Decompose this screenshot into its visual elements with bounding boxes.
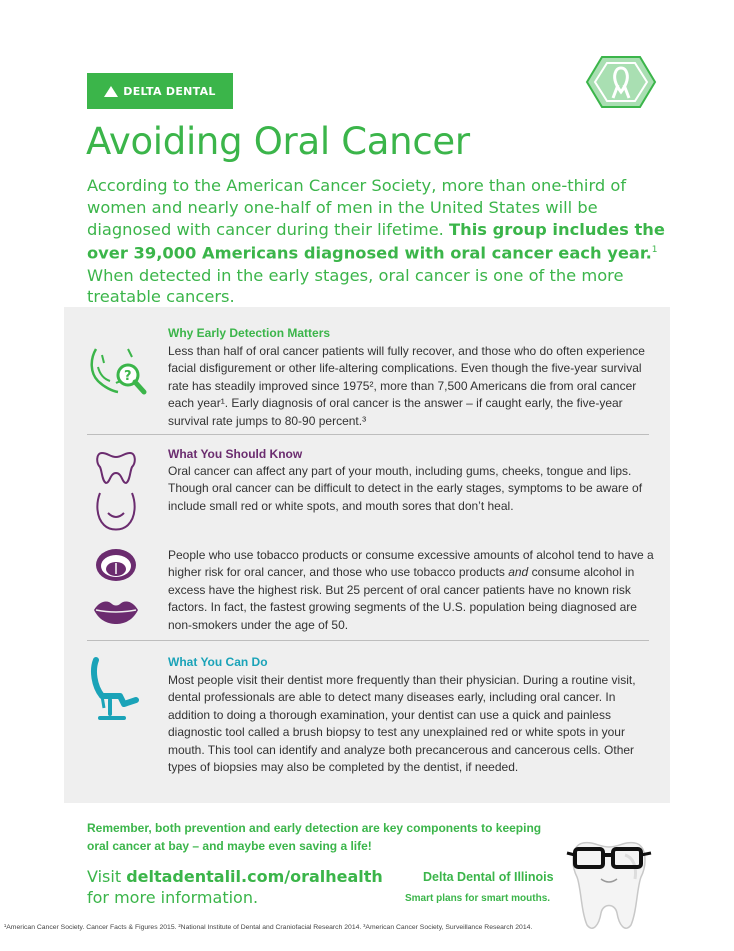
section-body-early-detection: Less than half of oral cancer patients will fully recover, and those who do often experience facial disfigurement or other life-altering complications. Even though the five-year survival rate has steadily improved since 1975², more than 7,500 Americans die from oral cancer each year¹. Early diagnosis of oral cancer is the answer – if caught early, the five-year survival rate jumps to 80-90 percent.³ — [168, 344, 645, 428]
organization-name: Delta Dental of Illinois — [423, 870, 554, 884]
tagline: Smart plans for smart mouths. — [405, 893, 551, 904]
visit-suffix: for more information. — [87, 888, 259, 907]
tooth-mascot-icon — [565, 835, 653, 935]
risk-text-b: consume alcohol in excess have the highest risk. But 25 percent of oral cancer patients have no known risk factors. In fact, the fastest growing segments of the U.S. population being diagnosed are non-smokers under the age of 50. — [168, 565, 637, 632]
dental-chair-icon — [90, 656, 150, 722]
delta-dental-logo — [87, 73, 233, 109]
section-title-early-detection: Why Early Detection Matters — [168, 326, 331, 340]
section-title-can-do: What You Can Do — [168, 655, 268, 669]
section-divider — [87, 640, 649, 641]
awareness-ribbon-icon — [582, 52, 660, 112]
section-body-can-do: Most people visit their dentist more frequently than their physician. During a routine visit, dental professionals are able to detect many diseases early, including oral cancer. In addition to doing a thorough examination, your dentist can use a quick and painless diagnostic tool called a brush biopsy to test any unexplained red or white spots in your mouth. This tool can identify and analyze both precancerous and cancerous cells. Other types of biopsies may also be completed by the dentist, if needed. — [168, 673, 636, 775]
intro-text-1: According to the American Cancer Society, more than one-third of women and nearly one-half of men in the United States will be diagnosed with cancer during their lifetime. — [87, 176, 627, 239]
intro-bold: This group includes the over 39,000 Americans diagnosed with oral cancer each year. — [87, 219, 665, 263]
tooth-icon — [94, 449, 138, 487]
section-body-should-know-2 — [168, 547, 654, 634]
risk-text-a: People who use tobacco products or consume excessive amounts of alcohol tend to have a higher risk for oral cancer, and those who use tobacco products — [168, 548, 654, 580]
intro-paragraph — [87, 175, 667, 308]
website-link[interactable]: deltadentalil.com/oralhealth — [126, 867, 383, 886]
visit-website — [87, 866, 383, 908]
page-title: Avoiding Oral Cancer — [86, 120, 470, 163]
section-divider — [87, 434, 649, 435]
remember-callout: Remember, both prevention and early detection are key components to keeping oral cancer at bay – and maybe even saving a life! — [87, 821, 542, 853]
delta-triangle-icon — [104, 86, 118, 97]
svg-text:?: ? — [124, 369, 132, 384]
smiling-face-icon — [94, 489, 138, 533]
intro-text-2: When detected in the early stages, oral cancer is one of the more treatable cancers. — [87, 265, 624, 307]
section-title-should-know: What You Should Know — [168, 447, 303, 461]
risk-text-em: and — [508, 565, 529, 580]
visit-prefix: Visit — [87, 867, 127, 886]
open-mouth-icon — [94, 545, 138, 585]
intro-footnote-mark: 1 — [651, 245, 658, 256]
lips-icon — [92, 596, 140, 626]
face-magnifier-icon — [88, 345, 160, 405]
footnotes: ¹American Cancer Society. Cancer Facts & Figures 2015. ²National Institute of Dental and Craniofacial Research 2014. ³American Cancer Society, Surveillance Research 2014. — [4, 924, 533, 931]
section-body-should-know-1: Oral cancer can affect any part of your mouth, including gums, cheeks, tongue and lips. Though oral cancer can be difficult to detect in the early stages, symptoms to be aware of include small red or white spots, and mouth sores that don’t heal. — [168, 464, 643, 513]
logo-text: DELTA DENTAL — [123, 84, 216, 98]
